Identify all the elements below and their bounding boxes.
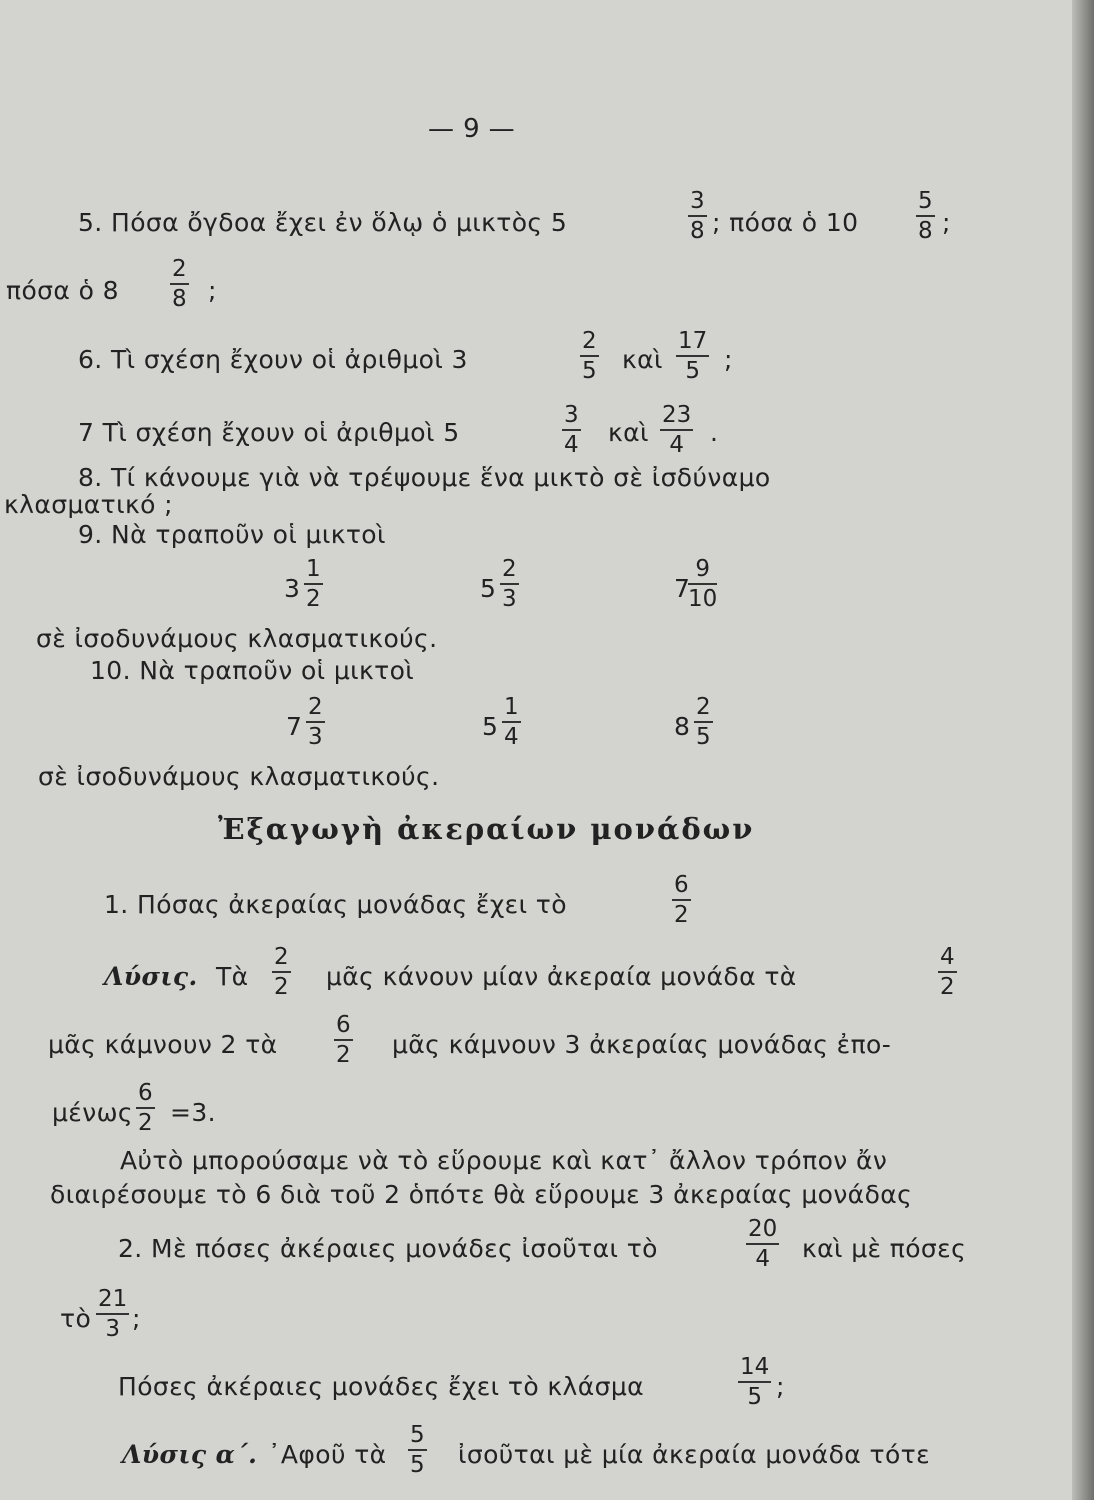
sol1-fraction-4: $\frac{6}{2}$	[138, 1080, 153, 1136]
sol2-fraction: $\frac{5}{5}$	[410, 1422, 425, 1478]
q7-text-a: 7 Τὶ σχέση ἔχουν οἱ ἀριθμοὶ 5	[78, 418, 460, 447]
q10-intro: 10. Νὰ τραποῦν οἱ μικτοὶ	[90, 656, 415, 685]
p1-text: 1. Πόσας ἀκεραίας μονάδας ἔχει τὸ	[104, 890, 567, 919]
page-number: — 9 —	[428, 114, 516, 144]
sol1-a: Τὰ	[216, 962, 249, 991]
q9-item-2-whole: 5	[480, 574, 497, 603]
para-line2: διαιρέσουμε τὸ 6 διὰ τοῦ 2 ὁπότε θὰ εὕρουμε 3 ἀκεραίας μονάδας	[50, 1180, 913, 1209]
q6-fraction-1: $\frac{2}{5}$	[582, 328, 597, 384]
q10-item-2-fraction: $\frac{1}{4}$	[504, 694, 519, 750]
sol1-line2a: μᾶς κάμνουν 2 τὰ	[48, 1030, 278, 1059]
sol1-line3a: μένως	[52, 1098, 133, 1127]
para-line1: Αὐτὸ μπορούσαμε νὰ τὸ εὕρουμε καὶ κατ᾽ ἄλλον τρόπον ἄν	[120, 1146, 888, 1175]
q5-fraction-1: $\frac{3}{8}$	[690, 188, 705, 244]
q5-text-c: ;	[942, 208, 951, 237]
q9-item-1-whole: 3	[284, 574, 301, 603]
p2-b: καὶ μὲ πόσες	[802, 1234, 967, 1263]
q9-item-1-fraction: $\frac{1}{2}$	[306, 556, 321, 612]
p2-a: 2. Μὲ πόσες ἀκέραιες μονάδες ἰσοῦται τὸ	[118, 1234, 658, 1263]
q10-item-1-fraction: $\frac{2}{3}$	[308, 694, 323, 750]
q10-item-3-fraction: $\frac{2}{5}$	[696, 694, 711, 750]
q5-text-a: 5. Πόσα ὄγδοα ἔχει ἐν ὅλῳ ὁ μικτὸς 5	[78, 208, 568, 237]
p3-a: Πόσες ἀκέραιες μονάδες ἔχει τὸ κλάσμα	[118, 1372, 645, 1401]
p2-fraction-2: $\frac{21}{3}$	[98, 1286, 128, 1342]
q6-fraction-2: $\frac{17}{5}$	[678, 328, 708, 384]
q7-end: .	[710, 418, 719, 447]
section-title: Ἐξαγωγὴ ἀκεραίων μονάδων	[218, 812, 755, 846]
q10-item-1-whole: 7	[286, 712, 303, 741]
p2-fraction-1: $\frac{20}{4}$	[748, 1216, 778, 1272]
q5-text-d: ;	[208, 276, 217, 305]
q10-item-2-whole: 5	[482, 712, 499, 741]
q6-and: καὶ	[622, 345, 663, 374]
sol1-fraction-1: $\frac{2}{2}$	[274, 944, 289, 1000]
q5-line2: πόσα ὁ 8	[6, 276, 119, 305]
q10-item-3-whole: 8	[674, 712, 691, 741]
q8-line2: κλασματικό ;	[4, 490, 173, 519]
page-edge	[1072, 0, 1094, 1500]
q8-line1: 8. Τί κάνουμε γιὰ νὰ τρέψουμε ἕνα μικτὸ σὲ ἰσδύναμο	[78, 463, 771, 492]
q5-fraction-3: $\frac{2}{8}$	[172, 256, 187, 312]
p2-c: τὸ	[60, 1304, 92, 1333]
sol1-line3b: =3.	[170, 1098, 216, 1127]
p3-b: ;	[776, 1372, 785, 1401]
sol1-label: Λύσις.	[104, 962, 198, 991]
sol1-b: μᾶς κάνουν μίαν ἀκεραία μονάδα τὰ	[326, 962, 797, 991]
q6-text-a: 6. Τὶ σχέση ἔχουν οἱ ἀριθμοὶ 3	[78, 345, 468, 374]
sol1-fraction-3: $\frac{6}{2}$	[336, 1012, 351, 1068]
q10-outro: σὲ ἰσοδυνάμους κλασματικούς.	[38, 762, 440, 791]
sol1-line2b: μᾶς κάμνουν 3 ἀκεραίας μονάδας ἐπο-	[392, 1030, 892, 1059]
p1-fraction: $\frac{6}{2}$	[674, 872, 689, 928]
sol2-label: Λύσις α΄.	[122, 1440, 258, 1469]
q7-fraction-1: $\frac{3}{4}$	[564, 402, 579, 458]
sol2-b: ἰσοῦται μὲ μία ἀκεραία μονάδα τότε	[458, 1440, 930, 1469]
q9-outro: σὲ ἰσοδυνάμους κλασματικούς.	[36, 624, 438, 653]
sol1-fraction-2: $\frac{4}{2}$	[940, 944, 955, 1000]
q9-item-3-fraction: $\frac{9}{10}$	[688, 556, 718, 612]
p2-d: ;	[132, 1304, 141, 1333]
q5-fraction-2: $\frac{5}{8}$	[918, 188, 933, 244]
q7-and: καὶ	[608, 418, 649, 447]
sol2-a: ᾽Αφοῦ τὰ	[268, 1440, 387, 1469]
q9-intro: 9. Νὰ τραποῦν οἱ μικτοὶ	[78, 520, 386, 549]
q5-text-b: ; πόσα ὁ 10	[712, 208, 859, 237]
q6-end: ;	[724, 345, 733, 374]
q7-fraction-2: $\frac{23}{4}$	[662, 402, 692, 458]
q9-item-2-fraction: $\frac{2}{3}$	[502, 556, 517, 612]
p3-fraction: $\frac{14}{5}$	[740, 1354, 770, 1410]
q9-item-3-whole: 7	[674, 574, 691, 603]
